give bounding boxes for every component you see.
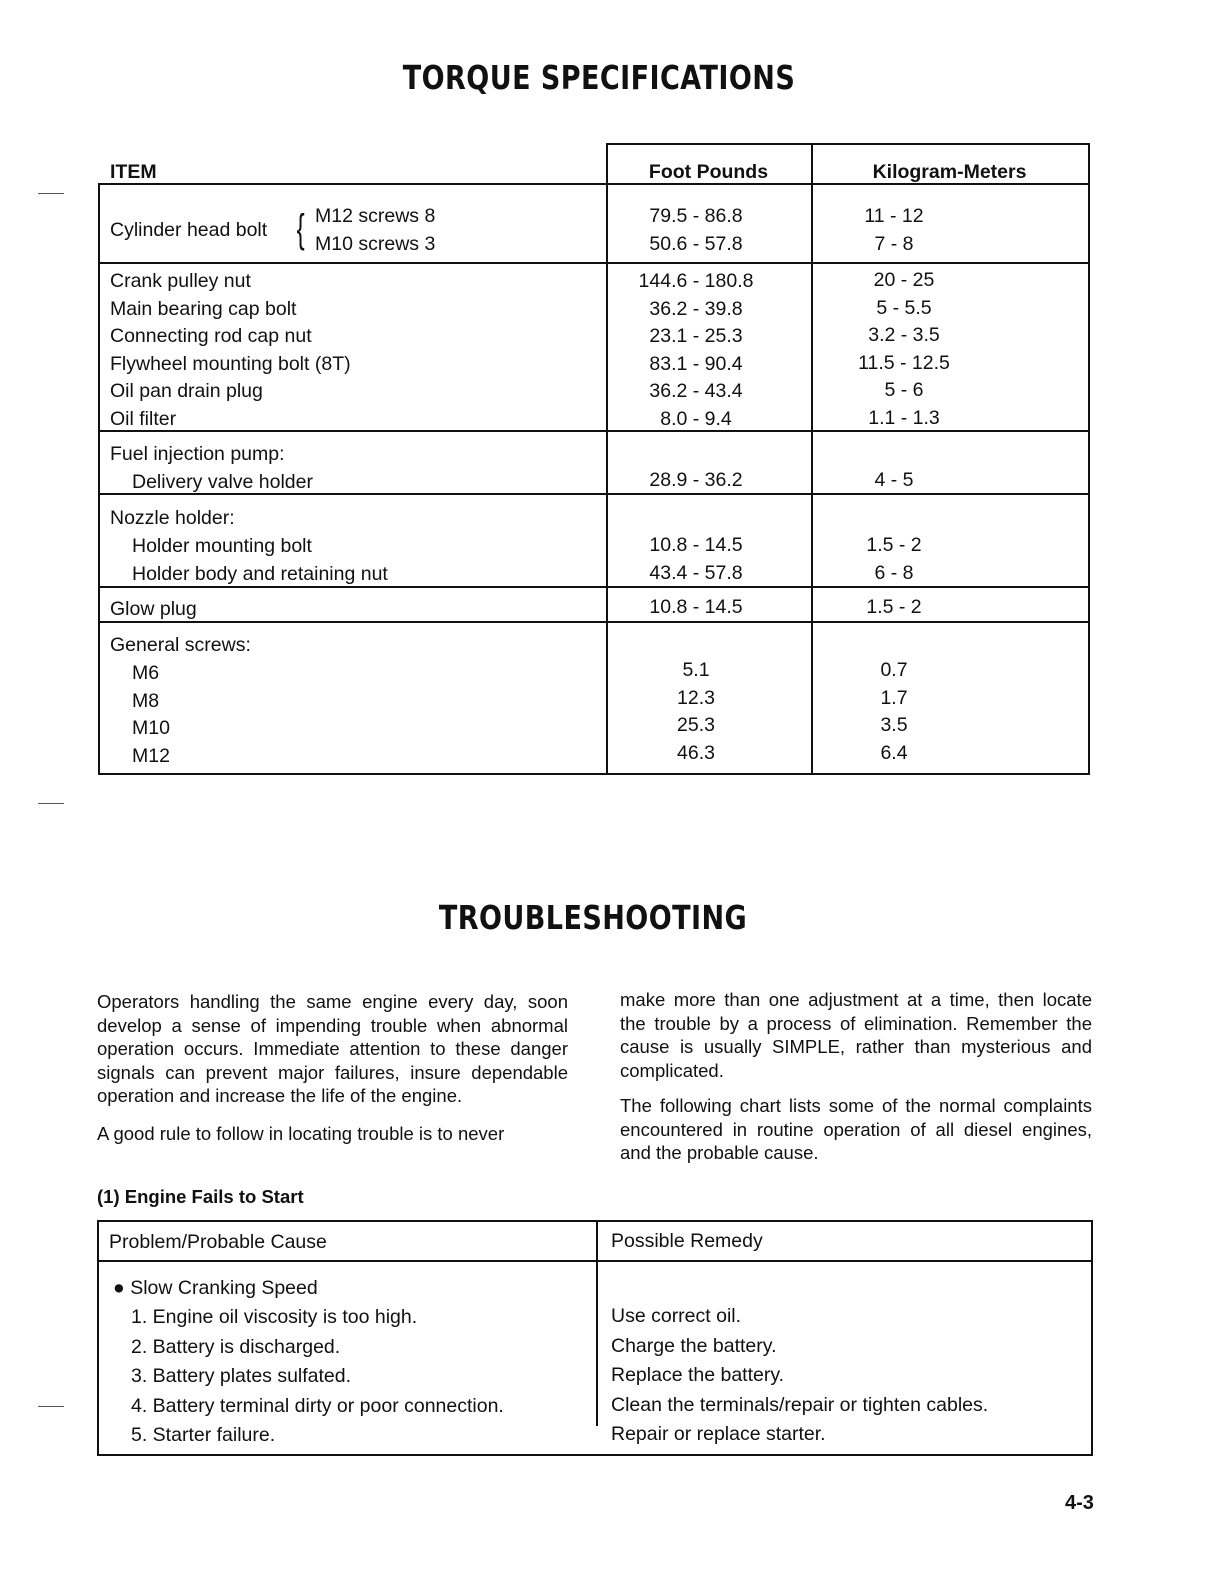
header-foot-pounds: Foot Pounds [648, 161, 769, 183]
fp-connecting-rod-cap-nut: 23.1 - 25.3 [649, 325, 743, 347]
item-holder-mounting-bolt: Holder mounting bolt [132, 535, 312, 557]
intro-paragraph-2: A good rule to follow in locating trouble is to never [97, 1122, 505, 1144]
cause-battery-sulfated: 3. Battery plates sulfated. [131, 1365, 352, 1387]
remedy-replace-battery: Replace the battery. [611, 1364, 785, 1386]
item-m8: M8 [132, 689, 160, 712]
kg-connecting-rod-cap-nut: 3.2 - 3.5 [868, 324, 940, 346]
torque-table [98, 143, 1090, 775]
cause-starter-failure: 5. Starter failure. [131, 1424, 276, 1446]
kg-m8: 1.7 [880, 686, 908, 709]
fp-glow-plug: 10.8 - 14.5 [649, 596, 743, 618]
item-nozzle-holder: Nozzle holder: [110, 507, 235, 529]
kg-holder-body-retaining-nut: 6 - 8 [874, 561, 914, 584]
kg-holder-mounting-bolt: 1.5 - 2 [866, 534, 922, 556]
intro-paragraph-3: make more than one adjustment at a time, then locate the trouble by a process of elimination. Remember the cause is usually SIMPLE, rather than mysterious and complicated. [620, 989, 1092, 1081]
fp-holder-mounting-bolt: 10.8 - 14.5 [649, 534, 743, 556]
item-oil-pan-drain-plug: Oil pan drain plug [110, 380, 263, 402]
fp-delivery-valve-holder: 28.9 - 36.2 [649, 469, 743, 491]
item-m12: M12 [132, 744, 170, 767]
kg-m6: 0.7 [880, 659, 908, 681]
kg-oil-filter: 1.1 - 1.3 [868, 406, 940, 429]
fp-m10: 50.6 - 57.8 [649, 233, 743, 255]
header-item: ITEM [110, 161, 157, 183]
binding-tick [38, 193, 64, 194]
fp-crank-pulley-nut: 144.6 - 180.8 [638, 270, 754, 292]
fp-m6: 5.1 [682, 659, 710, 681]
brace-symbol: { [296, 207, 305, 251]
kg-oil-pan-drain-plug: 5 - 6 [884, 379, 924, 401]
item-general-screws: General screws: [110, 634, 251, 656]
kg-flywheel-mounting-bolt: 11.5 - 12.5 [858, 351, 950, 374]
cause-battery-discharged: 2. Battery is discharged. [131, 1335, 341, 1358]
item-m6: M6 [132, 662, 160, 684]
intro-left-column [97, 990, 568, 1145]
item-fuel-injection-pump: Fuel injection pump: [110, 443, 285, 465]
item-connecting-rod-cap-nut: Connecting rod cap nut [110, 325, 312, 347]
binding-tick [38, 803, 64, 804]
kg-delivery-valve-holder: 4 - 5 [874, 469, 914, 491]
cause-battery-terminal: 4. Battery terminal dirty or poor connection. [131, 1394, 504, 1417]
intro-paragraph-1: Operators handling the same engine every day, soon develop a sense of impending trouble when abnormal operation occurs. Immediate attention to these danger signals can prevent major failures, insure dependable operation and increase the life of the engine. [97, 991, 568, 1106]
fp-oil-pan-drain-plug: 36.2 - 43.4 [649, 380, 743, 402]
kg-main-bearing-cap-bolt: 5 - 5.5 [876, 296, 932, 319]
item-main-bearing-cap-bolt: Main bearing cap bolt [110, 297, 297, 320]
header-kilogram-meters: Kilogram-Meters [872, 161, 1027, 183]
remedy-starter: Repair or replace starter. [611, 1423, 826, 1445]
remedy-charge-battery: Charge the battery. [611, 1334, 777, 1357]
fp-m12: 79.5 - 86.8 [649, 205, 743, 227]
fp-holder-body-retaining-nut: 43.4 - 57.8 [649, 561, 743, 584]
page-number: 4-3 [1065, 1492, 1094, 1514]
fp-m12-general: 46.3 [677, 741, 715, 764]
intro-paragraph-4: The following chart lists some of the normal complaints encountered in routine operation of all diesel engines, and the probable cause. [620, 1095, 1092, 1163]
kg-glow-plug: 1.5 - 2 [866, 596, 922, 618]
cause-oil-viscosity: 1. Engine oil viscosity is too high. [131, 1306, 418, 1328]
item-cylinder-head-bolt: Cylinder head bolt [110, 219, 268, 241]
item-flywheel-mounting-bolt: Flywheel mounting bolt (8T) [110, 352, 351, 375]
item-delivery-valve-holder: Delivery valve holder [132, 471, 313, 493]
fp-main-bearing-cap-bolt: 36.2 - 39.8 [649, 297, 743, 320]
fp-oil-filter: 8.0 - 9.4 [660, 407, 732, 430]
item-m12-screws: M12 screws 8 [315, 205, 436, 227]
item-glow-plug: Glow plug [110, 598, 197, 620]
fp-flywheel-mounting-bolt: 83.1 - 90.4 [649, 352, 743, 375]
remedy-clean-terminals: Clean the terminals/repair or tighten cables. [611, 1393, 989, 1416]
intro-right-column [620, 988, 1092, 1165]
item-oil-filter: Oil filter [110, 407, 177, 430]
fp-m8: 12.3 [677, 686, 715, 709]
kg-m12: 11 - 12 [864, 205, 924, 227]
kg-m12-general: 6.4 [880, 741, 908, 764]
troubleshooting-title: TROUBLESHOOTING [438, 898, 748, 937]
torque-title: TORQUE SPECIFICATIONS [402, 58, 796, 97]
item-m10-screws: M10 screws 3 [315, 233, 436, 255]
header-possible-remedy: Possible Remedy [611, 1230, 763, 1252]
item-crank-pulley-nut: Crank pulley nut [110, 270, 251, 292]
group-slow-cranking-speed: ● Slow Cranking Speed [113, 1277, 318, 1299]
remedy-oil: Use correct oil. [611, 1305, 742, 1327]
kg-crank-pulley-nut: 20 - 25 [873, 269, 935, 291]
binding-tick [38, 1406, 64, 1407]
header-problem-cause: Problem/Probable Cause [109, 1231, 327, 1253]
item-holder-body-retaining-nut: Holder body and retaining nut [132, 562, 388, 585]
item-m10: M10 [132, 717, 170, 739]
kg-m10: 7 - 8 [874, 233, 914, 255]
troubleshooting-table [97, 1220, 1093, 1456]
engine-fails-heading: (1) Engine Fails to Start [97, 1186, 304, 1207]
kg-m10-general: 3.5 [880, 714, 908, 736]
fp-m10-general: 25.3 [677, 714, 715, 736]
